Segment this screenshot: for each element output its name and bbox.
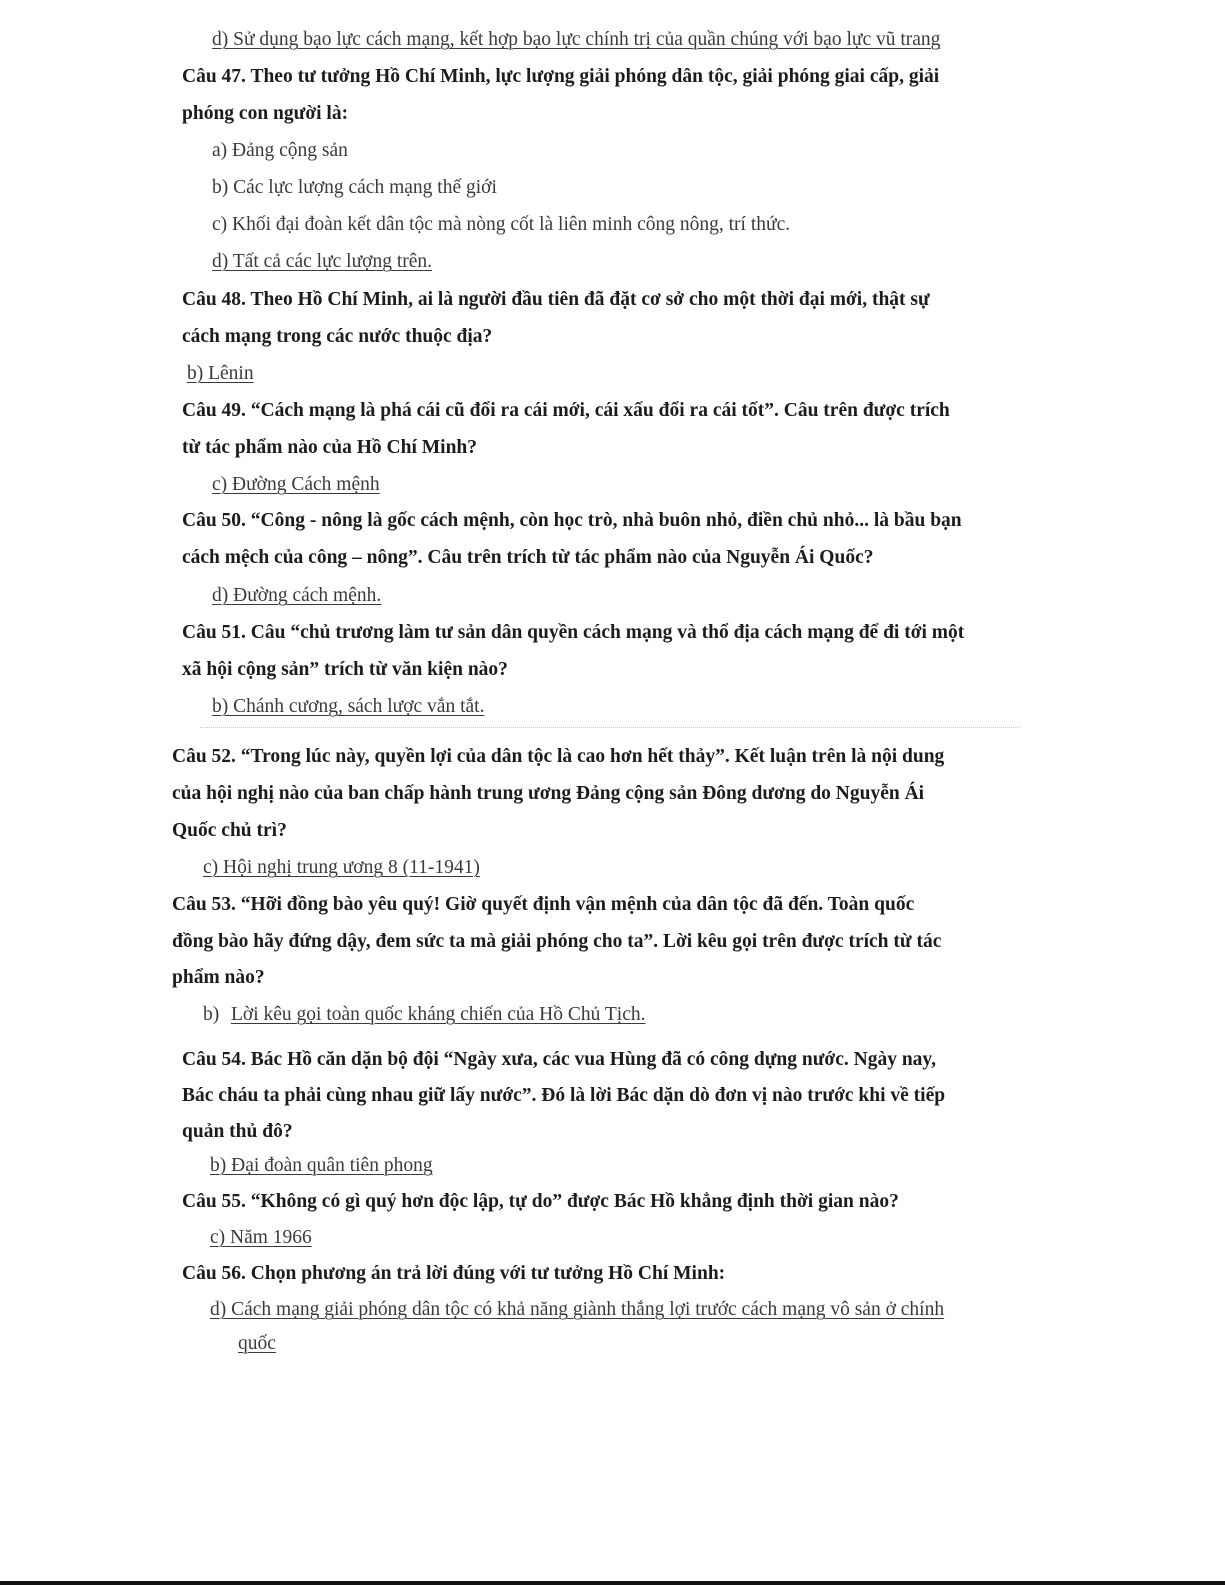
answer-53: Lời kêu gọi toàn quốc kháng chiến của Hồ Chủ Tịch.: [231, 1004, 646, 1025]
question-53-cont: phẩm nào?: [172, 967, 265, 988]
question-48: Câu 48. Theo Hồ Chí Minh, ai là người đầu tiên đã đặt cơ sở cho một thời đại mới, thật sự: [182, 289, 930, 310]
question-54-cont: Bác cháu ta phải cùng nhau giữ lấy nước”. Đó là lời Bác dặn dò đơn vị nào trước khi về tiếp: [182, 1085, 946, 1106]
question-48-cont: cách mạng trong các nước thuộc địa?: [182, 326, 493, 347]
question-47-cont: phóng con người là:: [182, 103, 349, 124]
question-52: Câu 52. “Trong lúc này, quyền lợi của dân tộc là cao hơn hết thảy”. Kết luận trên là nội dung: [172, 746, 945, 767]
question-53: Câu 53. “Hỡi đồng bào yêu quý! Giờ quyết định vận mệnh của dân tộc đã đến. Toàn quốc: [172, 894, 915, 915]
question-50-cont: cách mệch của công – nông”. Câu trên trích từ tác phẩm nào của Nguyễn Ái Quốc?: [182, 547, 874, 568]
question-50: Câu 50. “Công - nông là gốc cách mệnh, còn học trò, nhà buôn nhỏ, điền chủ nhỏ... là bầu bạn: [182, 510, 962, 531]
answer-53-letter: b): [203, 1004, 220, 1025]
answer-49: c) Đường Cách mệnh: [212, 474, 380, 495]
question-53-cont: đồng bào hãy đứng dậy, đem sức ta mà giải phóng cho ta”. Lời kêu gọi trên được trích từ tác: [172, 931, 942, 952]
question-47: Câu 47. Theo tư tưởng Hồ Chí Minh, lực lượng giải phóng dân tộc, giải phóng giai cấp, giải: [182, 66, 940, 87]
answer-52: c) Hội nghị trung ương 8 (11-1941): [203, 857, 480, 878]
answer-47: d) Tất cả các lực lượng trên.: [212, 251, 433, 272]
answer-line: d) Sử dụng bạo lực cách mạng, kết hợp bạo lực chính trị của quần chúng với bạo lực vũ trang: [212, 29, 941, 50]
answer-55: c) Năm 1966: [210, 1227, 312, 1248]
page-seam: [200, 727, 1020, 728]
option-a: a) Đảng cộng sản: [212, 140, 348, 161]
question-54: Câu 54. Bác Hồ căn dặn bộ đội “Ngày xưa, các vua Hùng đã có công dựng nước. Ngày nay,: [182, 1049, 936, 1070]
question-49-cont: từ tác phẩm nào của Hồ Chí Minh?: [182, 437, 478, 458]
question-56: Câu 56. Chọn phương án trả lời đúng với tư tưởng Hồ Chí Minh:: [182, 1263, 726, 1284]
answer-51: b) Chánh cương, sách lược vắn tắt.: [212, 696, 485, 717]
answer-54: b) Đại đoàn quân tiên phong: [210, 1155, 433, 1176]
question-55: Câu 55. “Không có gì quý hơn độc lập, tự do” được Bác Hồ khẳng định thời gian nào?: [182, 1191, 899, 1212]
question-52-cont: Quốc chủ trì?: [172, 820, 287, 841]
answer-56-cont: quốc: [238, 1333, 276, 1354]
question-54-cont: quản thủ đô?: [182, 1121, 293, 1142]
question-49: Câu 49. “Cách mạng là phá cái cũ đổi ra cái mới, cái xấu đổi ra cái tốt”. Câu trên được trích: [182, 400, 950, 421]
question-51: Câu 51. Câu “chủ trương làm tư sản dân quyền cách mạng và thổ địa cách mạng để đi tới một: [182, 622, 965, 643]
option-c: c) Khối đại đoàn kết dân tộc mà nòng cốt là liên minh công nông, trí thức.: [212, 214, 791, 235]
answer-48: b) Lênin: [187, 363, 254, 384]
answer-56: d) Cách mạng giải phóng dân tộc có khả năng giành thắng lợi trước cách mạng vô sản ở chính: [210, 1299, 945, 1320]
option-b: b) Các lực lượng cách mạng thế giới: [212, 177, 497, 198]
question-51-cont: xã hội cộng sản” trích từ văn kiện nào?: [182, 659, 508, 680]
page-bottom-border: [0, 1581, 1225, 1585]
answer-50: d) Đường cách mệnh.: [212, 585, 382, 606]
question-52-cont: của hội nghị nào của ban chấp hành trung ương Đảng cộng sản Đông dương do Nguyễn Ái: [172, 783, 925, 804]
